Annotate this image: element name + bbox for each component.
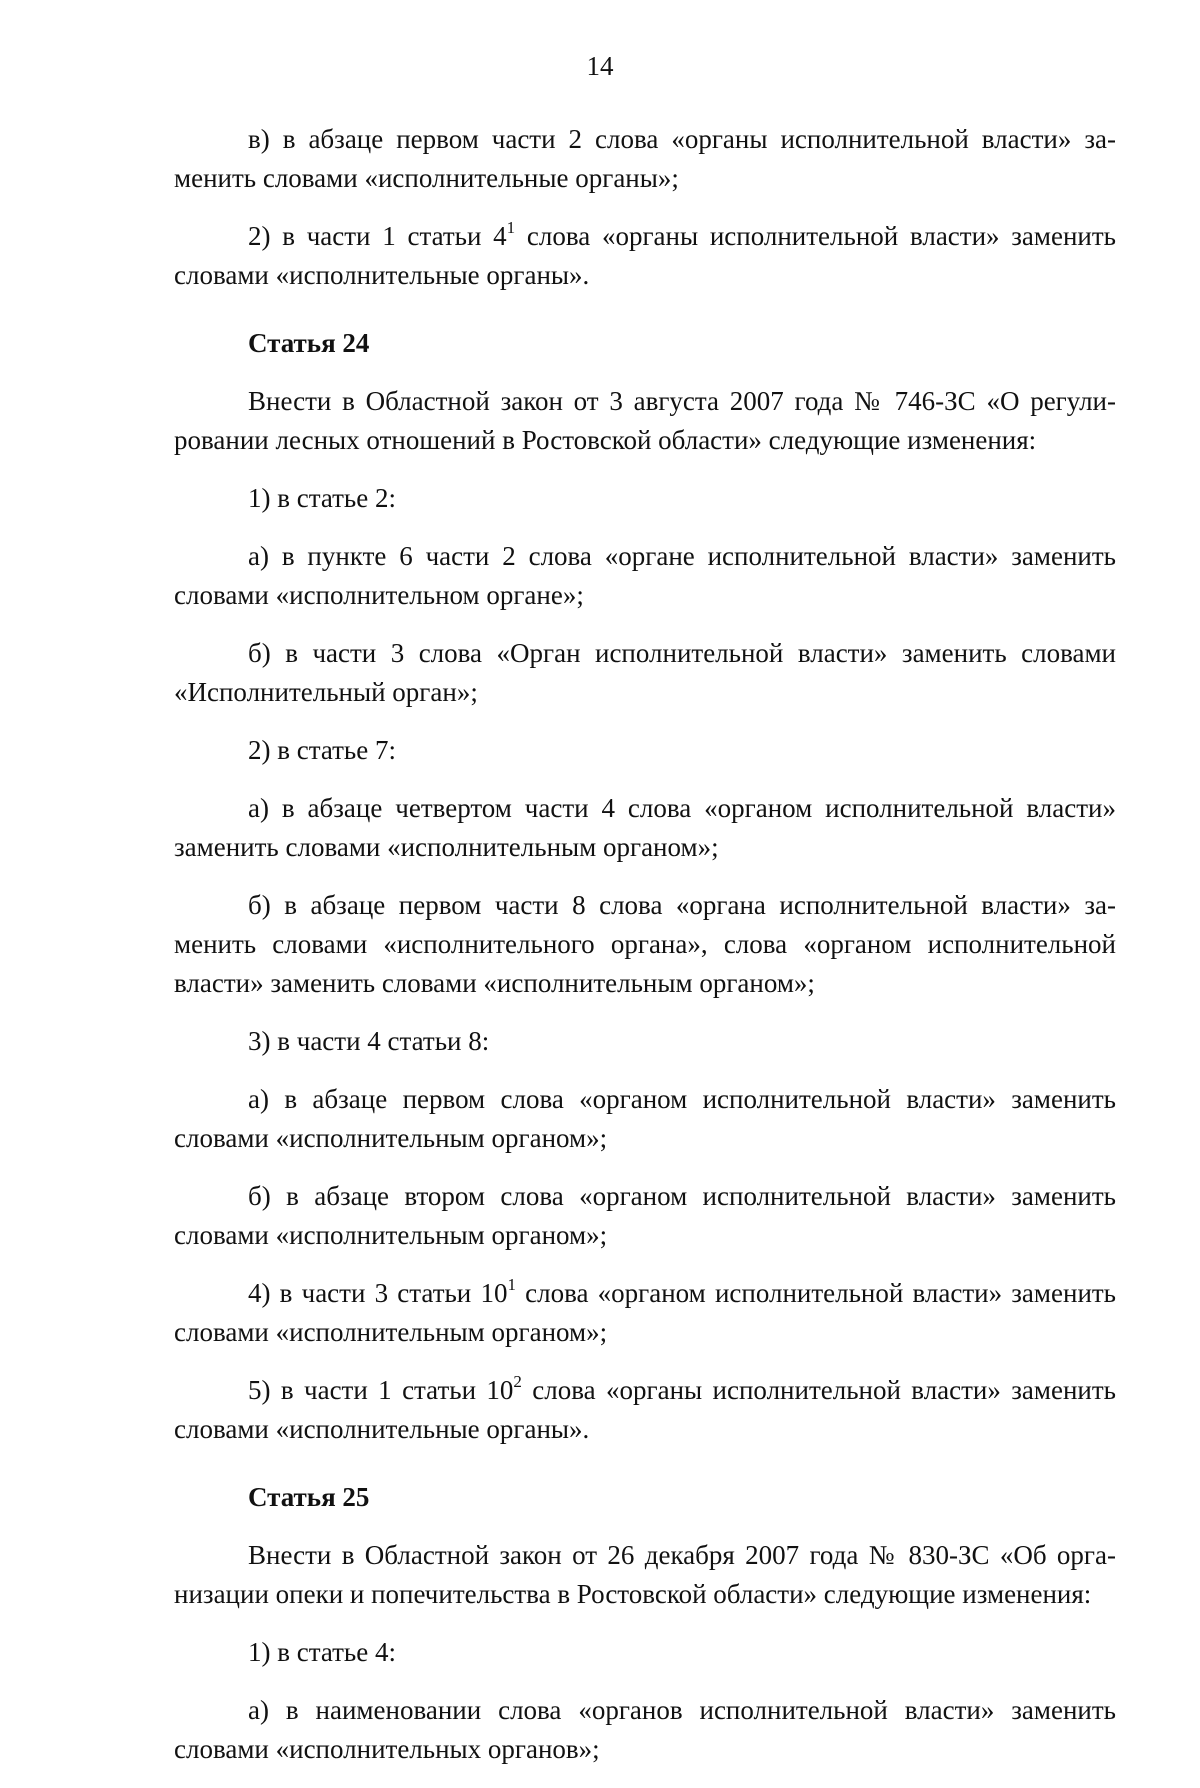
paragraph: 1) в статье 2:: [248, 483, 396, 513]
superscript: 1: [506, 218, 516, 237]
paragraph: 1) в статье 4:: [248, 1637, 396, 1667]
paragraph: 3) в части 4 статьи 8:: [248, 1026, 490, 1056]
paragraph: 4) в части 3 статьи $10^1$ слова «органом исполнительной власти» заменить словами «исполнительным органом»;: [174, 1275, 1116, 1347]
paragraph: Внести в Областной закон от 26 декабря 2007 года № 830-ЗС «Об организации опеки и попечительства в Ростовской области» следующие изменения:: [174, 1540, 1116, 1609]
paragraph: 2) в части 1 статьи $4^1$ слова «органы исполнительной власти» заменить словами «исполнительные органы».: [174, 218, 1116, 290]
paragraph: в) в абзаце первом части 2 слова «органы исполнительной власти» заменить словами «исполнительные органы»;: [174, 124, 1116, 193]
paragraph: а) в пункте 6 части 2 слова «органе исполнительной власти» заменить словами «исполнительном органе»;: [174, 541, 1116, 610]
paragraph: а) в абзаце четвертом части 4 слова «органом исполнительной власти» заменить словами «исполнительным органом»;: [174, 793, 1116, 862]
paragraph: 2) в статье 7:: [248, 735, 396, 765]
paragraph: б) в абзаце первом части 8 слова «органа исполнительной власти» заменить словами «исполнительного органа», слова «органом исполнительной власти» заменить словами «исполнительным органом»;: [174, 890, 1116, 998]
document-body: [174, 120, 1116, 1788]
paragraph: 5) в части 1 статьи $10^2$ слова «органы исполнительной власти» заменить словами «исполнительные органы».: [174, 1372, 1116, 1444]
article-heading: Статья 25: [248, 1482, 370, 1512]
superscript: 1: [507, 1275, 516, 1294]
superscript: 2: [513, 1372, 522, 1391]
paragraph: б) в части 3 слова «Орган исполнительной власти» заменить словами «Исполнительный орган»;: [174, 638, 1116, 707]
paragraph: б) в абзаце втором слова «органом исполнительной власти» заменить словами «исполнительным органом»;: [174, 1181, 1116, 1250]
paragraph: а) в абзаце первом слова «органом исполнительной власти» заменить словами «исполнительным органом»;: [174, 1084, 1116, 1153]
paragraph: Внести в Областной закон от 3 августа 2007 года № 746-ЗС «О регулировании лесных отношений в Ростовской области» следующие изменения:: [174, 386, 1116, 455]
article-heading: Статья 24: [248, 328, 370, 358]
page-number: 14: [586, 51, 614, 81]
paragraph: а) в наименовании слова «органов исполнительной власти» заменить словами «исполнительных органов»;: [174, 1695, 1116, 1764]
